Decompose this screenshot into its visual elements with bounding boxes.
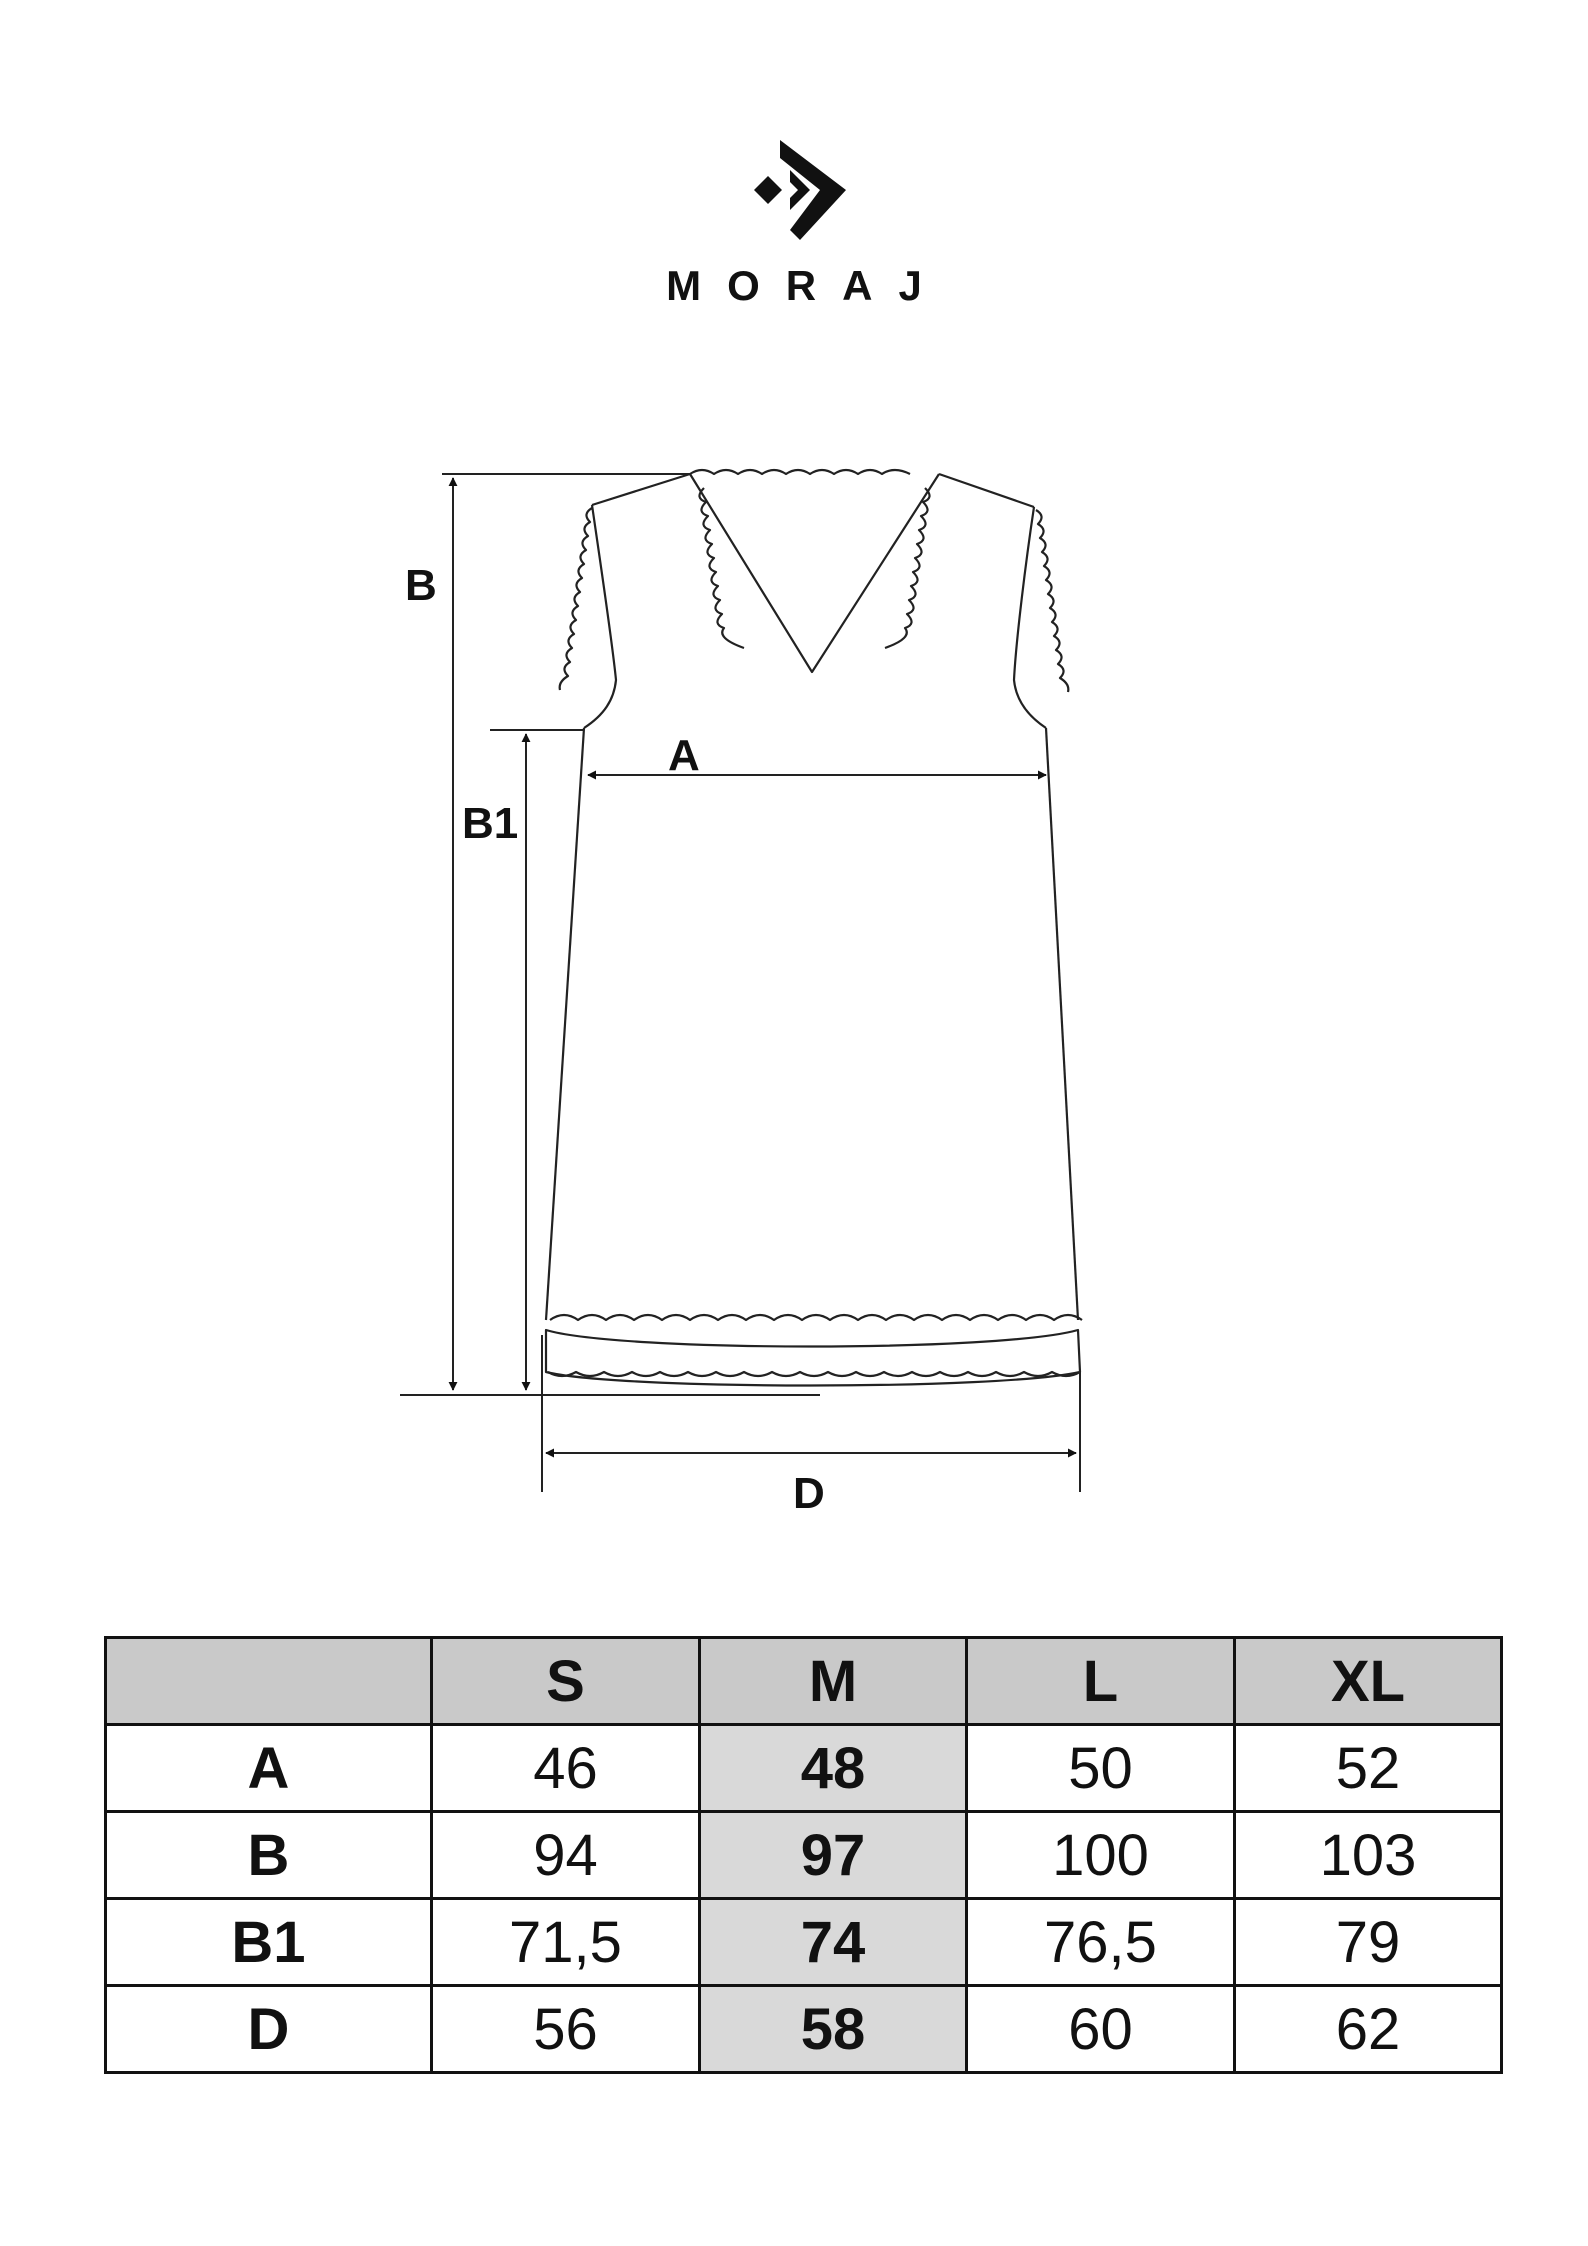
size-chart-table [104, 1636, 1503, 2074]
table-row [106, 1725, 1502, 1812]
cell-value: 56 [432, 1986, 700, 2073]
cell-value: 94 [432, 1812, 700, 1899]
cell-value-highlight: 58 [700, 1986, 967, 2073]
cell-value: 62 [1235, 1986, 1502, 2073]
right-side-seam [1046, 728, 1078, 1320]
row-label: B1 [106, 1899, 432, 1986]
table-row [106, 1812, 1502, 1899]
cell-value: 46 [432, 1725, 700, 1812]
cell-value: 103 [1235, 1812, 1502, 1899]
left-shoulder [592, 474, 690, 505]
cell-value-highlight: 48 [700, 1725, 967, 1812]
hem-upper-ruffle [550, 1315, 1082, 1320]
cell-value: 100 [967, 1812, 1235, 1899]
label-d: D [793, 1469, 825, 1518]
v-neck-outer [690, 474, 939, 672]
dimension-lines [400, 474, 1080, 1492]
header-size-s: S [432, 1638, 700, 1725]
left-armhole-ruffle [560, 508, 592, 690]
left-side-seam [546, 728, 584, 1320]
table-header-row [106, 1638, 1502, 1725]
header-size-m: M [700, 1638, 967, 1725]
row-label: B [106, 1812, 432, 1899]
table-row [106, 1986, 1502, 2073]
header-size-l: L [967, 1638, 1235, 1725]
cell-value: 76,5 [967, 1899, 1235, 1986]
label-b: B [405, 561, 437, 610]
right-armhole-ruffle [1036, 510, 1068, 692]
label-a: A [668, 731, 700, 780]
right-shoulder [939, 474, 1034, 507]
hem-band [546, 1330, 1080, 1386]
row-label: A [106, 1725, 432, 1812]
header-size-xl: XL [1235, 1638, 1502, 1725]
row-label: D [106, 1986, 432, 2073]
cell-value: 71,5 [432, 1899, 700, 1986]
left-armhole [584, 505, 616, 728]
header-corner [106, 1638, 432, 1725]
cell-value: 79 [1235, 1899, 1502, 1986]
cell-value: 52 [1235, 1725, 1502, 1812]
cell-value: 50 [967, 1725, 1235, 1812]
cell-value-highlight: 97 [700, 1812, 967, 1899]
cell-value-highlight: 74 [700, 1899, 967, 1986]
v-neck-ruffle [699, 488, 929, 648]
neckline-back [690, 470, 910, 474]
dress-outline [546, 470, 1082, 1386]
cell-value: 60 [967, 1986, 1235, 2073]
brand-name: MORAJ [666, 262, 948, 309]
table-row [106, 1899, 1502, 1986]
hem-lower-ruffle [548, 1372, 1080, 1376]
right-armhole [1014, 507, 1046, 728]
label-b1: B1 [462, 799, 519, 848]
